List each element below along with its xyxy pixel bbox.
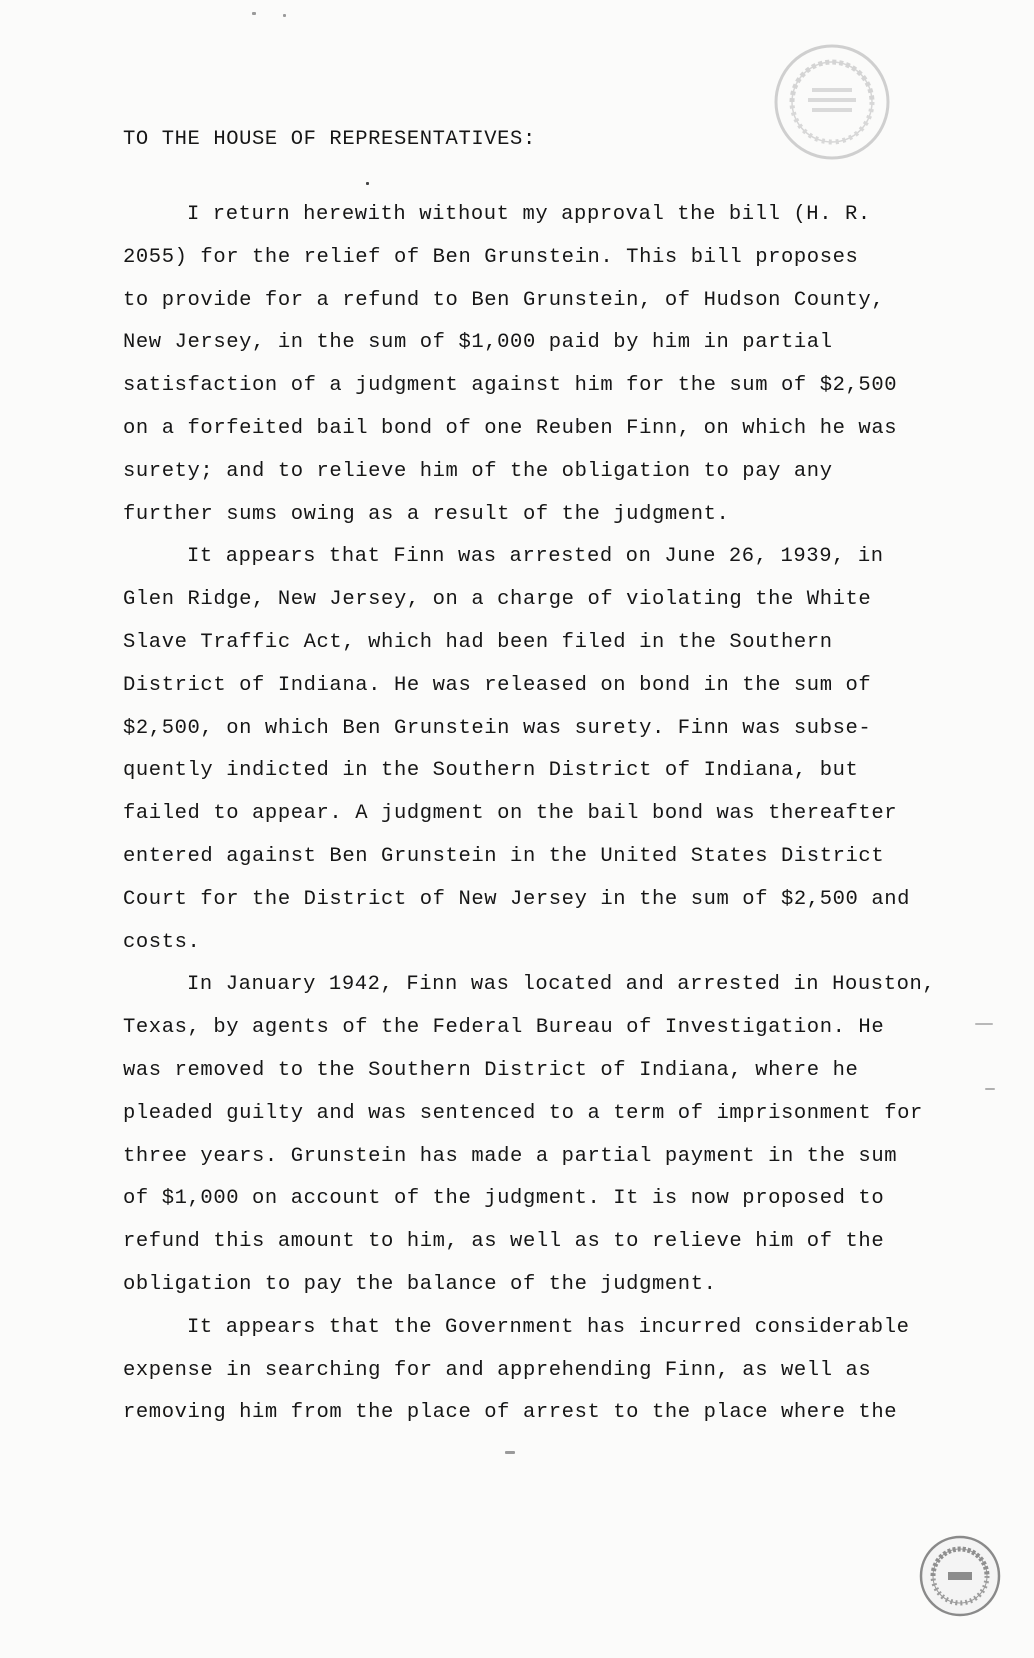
text-line: three years. Grunstein has made a partial payment in the sum [123, 1144, 898, 1168]
paper-speck [985, 1088, 995, 1090]
text-line: failed to appear. A judgment on the bail bond was thereafter [123, 802, 898, 826]
text-line: further sums owing as a result of the judgment. [123, 502, 730, 526]
text-line: removing him from the place of arrest to the place where the [123, 1401, 898, 1425]
text-line: satisfaction of a judgment against him for the sum of $2,500 [123, 374, 898, 398]
letter-body [123, 194, 953, 1435]
text-line: $2,500, on which Ben Grunstein was surety. Finn was subse- [123, 716, 872, 740]
salutation-heading: TO THE HOUSE OF REPRESENTATIVES: [123, 128, 536, 151]
text-line: of $1,000 on account of the judgment. It is now proposed to [123, 1187, 885, 1211]
library-seal-stamp [772, 42, 892, 162]
nara-seal-stamp [918, 1534, 1002, 1618]
text-line: Glen Ridge, New Jersey, on a charge of violating the White [123, 588, 872, 612]
text-line: In January 1942, Finn was located and arrested in Houston, [187, 973, 936, 997]
text-line: Court for the District of New Jersey in the sum of $2,500 and [123, 887, 911, 911]
text-line: 2055) for the relief of Ben Grunstein. This bill proposes [123, 245, 859, 269]
text-line: District of Indiana. He was released on bond in the sum of [123, 673, 872, 697]
text-line: It appears that the Government has incurred considerable [187, 1315, 910, 1339]
text-line: It appears that Finn was arrested on June 26, 1939, in [187, 545, 884, 569]
paper-speck [283, 14, 286, 17]
text-line: pleaded guilty and was sentenced to a term of imprisonment for [123, 1101, 923, 1125]
text-line: entered against Ben Grunstein in the United States District [123, 844, 885, 868]
text-line: expense in searching for and apprehending Finn, as well as [123, 1358, 872, 1382]
text-line: costs. [123, 930, 201, 954]
text-line: Texas, by agents of the Federal Bureau of Investigation. He [123, 1016, 885, 1040]
text-line: Slave Traffic Act, which had been filed in the Southern [123, 630, 833, 654]
text-line: obligation to pay the balance of the judgment. [123, 1272, 717, 1296]
text-line: surety; and to relieve him of the obligation to pay any [123, 459, 833, 483]
paper-speck [505, 1451, 515, 1454]
text-line: New Jersey, in the sum of $1,000 paid by him in partial [123, 331, 833, 355]
text-line: to provide for a refund to Ben Grunstein, of Hudson County, [123, 288, 885, 312]
text-line: on a forfeited bail bond of one Reuben Finn, on which he was [123, 416, 898, 440]
text-line: was removed to the Southern District of Indiana, where he [123, 1058, 859, 1082]
paper-speck [975, 1023, 993, 1025]
text-line: refund this amount to him, as well as to relieve him of the [123, 1230, 885, 1254]
paper-speck [366, 182, 369, 185]
paper-speck [252, 12, 256, 15]
text-line: I return herewith without my approval the bill (H. R. [187, 203, 871, 226]
text-line: quently indicted in the Southern District of Indiana, but [123, 759, 859, 783]
